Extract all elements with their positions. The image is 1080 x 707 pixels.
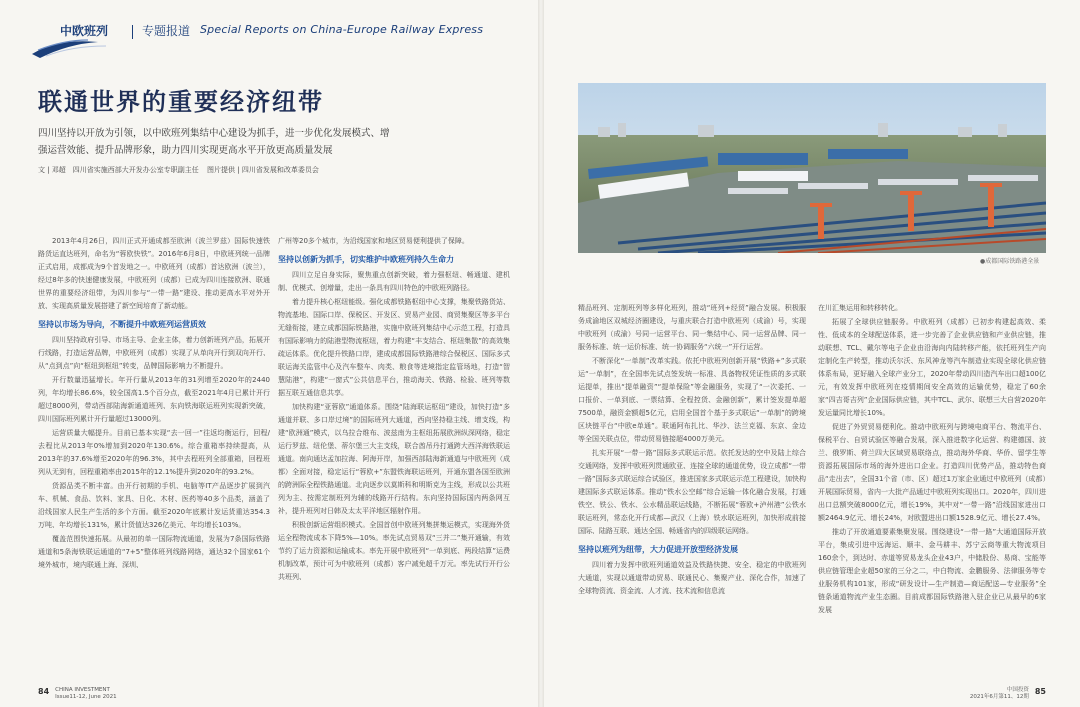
article-byline bbox=[38, 165, 325, 175]
paragraph: 货源品类不断丰富。由开行初期的手机、电脑等IT产品逐步扩展到汽车、机械、食品、饮料、家具、日化、木材、医药等40多个品类，涵盖了沿线国家人民生产生活的多个方面。截至2020年底累计发运货重达354.3万吨、年均增长131%，累计货值达326亿美元、年均增长103%。 bbox=[38, 482, 270, 529]
header-divider bbox=[132, 25, 133, 39]
right-page-number: 85 bbox=[1034, 687, 1046, 696]
paragraph: 2013年4月26日，四川正式开通成都至欧洲（波兰罗兹）国际快速铁路货运直达班列，命名为“蓉欧快铁”。2016年6月8日，中欧班列统一品牌正式启用，成都成为9个首发地之一。中欧班列（成都）首达欧洲（波兰），经过8年多的快速健康发展，中欧班列（成都）已成为四川连接欧洲、联通世界的重要经济纽带，为四川参与“一带一路”建设、推动更高水平对外开放、实现高质量发展搭建了新空间培育了新动能。 bbox=[38, 237, 270, 310]
article-title: 联通世界的重要经济纽带 bbox=[38, 87, 324, 116]
article-deck: 四川坚持以开放为引领，以中欧班列集结中心建设为抓手，进一步优化发展模式、增强运营效能、提升品牌形象，助力四川实现更高水平开放更高质量发展 bbox=[38, 128, 390, 156]
paragraph: 运营质量大幅提升。目前已基本实现“去一回一”往返均衡运行，回程/去程比从2013年0%增加到2020年130.6%。综合重箱率持续提高，从2013年的37.6%增至2020年的96.3%，其中去程班列全部重箱，回程班列从无到有，回程重箱率由2015年的12.1%提升到2020年的93.2%。 bbox=[38, 429, 270, 476]
paragraph: 四川着力发挥中欧班列通道效益及铁路快捷、安全、稳定的中欧班列大通道，实现以通道带动贸易、联通民心、集聚产业、深化合作，加速了全球物资流、资金流、人才流、技术流和信息流 bbox=[578, 561, 806, 595]
column-2 bbox=[278, 235, 510, 585]
report-label-en: Special Reports on China-Europe Railway Express bbox=[200, 23, 484, 36]
paragraph: 推动了开放通道要素集聚发展。围绕建设“一带一路”大通道国际开放平台，集成引进中远海运、顺丰、金马耕丰、苏宁云商等重大物流项目160余个，到达时、赤道等贸易龙头企业43户，中储股份、易商、宝能等供应链管理企业超50家的三分之二，中白物流、金鹏服务、法律服务等专业服务机构101家，形成“研发设计—生产制造—商运配送—专业服务”全链条通道物流产业生态圈。目前成都国际铁路港入驻企业已从最早的6家发展 bbox=[818, 528, 1046, 614]
left-issue: Issue11-12, June 2021 bbox=[55, 694, 117, 700]
left-page-number: 84 bbox=[38, 687, 50, 696]
column-1 bbox=[38, 235, 270, 573]
paragraph: 不断深化“一单制”改革实践。依托中欧班列创新开展“铁路+”多式联运“一单制”，在全国率先试点签发统一标准、具备物权凭证性质的多式联运提单，推出“提单融资”“提单保险”等金融服务，实现了“一次委托、一口报价、一单到底、一票结算、全程控货、金融创新”，累计签发提单超7500单，融资金额超5亿元，启用全国首个基于多式联运“一单制”的跨境区块链平台“中欧e单通”。联通阿布扎比、华沙、法兰克福、东京、金边等全国关联点位，带动贸易链接超4000万美元。 bbox=[578, 357, 806, 443]
paragraph: 四川坚持政府引导、市场主导、企业主体，着力创新班列产品，拓展开行线路，打造运营品牌，中欧班列（成都）实现了从单向开行到双向开行、从“点到点”向“枢纽到枢纽”转变，品牌国际影响力不断提升。 bbox=[38, 336, 270, 370]
subheading: 坚持以市场为导向，不断提升中欧班列运营质效 bbox=[38, 320, 206, 329]
left-folio bbox=[38, 687, 117, 701]
right-issue: 2021年6月第11、12期 bbox=[969, 694, 1029, 700]
paragraph: 四川立足自身实际，聚焦重点创新突破，着力强枢纽、畅通道、建机制、优模式、创增量，走出一条具有四川特色的中欧班列路径。 bbox=[278, 271, 510, 292]
subheading: 坚持以班列为纽带，大力促进开放型经济发展 bbox=[578, 545, 738, 554]
center-gutter bbox=[538, 0, 544, 707]
right-folio bbox=[970, 687, 1046, 701]
paragraph: 积极创新运营组织模式。全国首创中欧班列集拼集运模式，实现海外货运全程物流成本下降5%—10%。率先试点贸易双“三并二”集开通输，有效节约了运力资源和运输成本。率先开展中欧班列“一单到底、两段结算”运费机制改革，预计可为中欧班列（成都）客户减免超千万元。率先试行开行公共班列、 bbox=[278, 521, 510, 581]
report-label-cn: 专题报道 bbox=[142, 24, 191, 38]
paragraph: 覆盖范围快速拓展。从最初的单一国际物流通道，发展为7条国际铁路通道和5条海铁联运通道的“7+5”整体班列线路网络，通达32个国家61个境外城市，境内联通上海、深圳、 bbox=[38, 535, 270, 569]
byline-author: 文 | 邓超 四川省实施西部大开发办公室专职副主任 bbox=[38, 166, 199, 174]
railway-port-photo bbox=[578, 83, 1046, 253]
section-title: 中欧班列 bbox=[60, 24, 109, 38]
column-4 bbox=[818, 302, 1046, 618]
railway-port-illustration bbox=[578, 83, 1046, 253]
paragraph: 扎实开展“一带一路”国际多式联运示范。依托发达的空中及陆上综合交通网络，发挥中欧班列贯通欧亚、连接全球的通道优势，设立成都“一带一路”国际多式联运综合试验区，推进国家多式联运示范工程建设，加快构建国际多式联运体系。推动“铁水公空邮”综合运输一体化融合发展，打通铁空、铁公、铁水、公水精品联运线路，不断拓展“蓉欧+泸州港”公铁水联运班列，常态化开行成都—武汉（上海）铁水联运班列，加快形成前接国际、陆路互联、通达全国、畅通省内的四级联运网络。 bbox=[578, 449, 806, 535]
paragraph: 在川汇集运用和转移转化。 bbox=[818, 304, 902, 312]
paragraph: 加快构建“亚蓉欧”通道体系。围绕“陆海联运枢纽”建设，加快打造“多通道并联、多口岸过境”的国际班列大通道，西向坚持稳主线、增支线，构建“欧洲通”模式，以乌拉合维布、波兹南为主枢纽拓展欧洲纵深网络，稳定运行罗兹、纽伦堡、蒂尔堡三大主支线，联合酋吊丹打通跨大西洋海铁联运通道。南向通达孟加拉海、阿海开岸，加强西部陆海新通道与中欧班列（成都）全面对接，稳定运行“蓉欧+”东盟铁海联运班列，开通东盟各国至欧洲的跨洲际全程铁路通道。北向逐步以莫斯科和明斯克为主线，形成以公共班列为主、按需定制班列为辅的线路开行结构。东向坚持国际国内两条网互补，提升班列对日韩及太太平洋地区辐射作用。 bbox=[278, 403, 510, 515]
paragraph: 拓展了全球供应链服务。中欧班列（成都）已初步构建起高效、柔性、低成本的全球配送体系，进一步完善了企业供应链和产业供应链，推动联想、TCL、戴尔等电子企业由沿海向内陆转移产能，依托班列生产向定制化生产转型，推动沃尔沃、东风神龙等汽车制造业实现全球化供应链体系布局，更好融入全球产业分工，2020年带动四川造汽车出口超100亿元，有效发挥中欧班列在疫情期间安全高效的运输优势，稳定了60余家“四吉哥吉列”企业国际供应链，其中TCL、武尔、联想三大自营2020年发运量同比增长10%。 bbox=[818, 318, 1046, 417]
right-magazine-name: 中国投资 bbox=[1006, 687, 1029, 693]
paragraph: 开行数量迅猛增长。年开行量从2013年的31列增至2020年的2440列，年均增长86.6%，较全国高1.5个百分点，截至2021年4月已累计开行超过8000列，带动西部陆海新通道班列、东向铁海联运班列实现新突破，四川国际班列累计开行量超过13000列。 bbox=[38, 376, 270, 423]
paragraph: 着力提升核心枢纽能级。强化成都铁路枢纽中心支撑，集聚铁路货站、物流基地、国际口岸、保税区、开发区、贸易产业园、商贸集聚区等多平台无缝衔接，建立成都国际铁路港，实施中欧班列集结中心示范工程，打造具有国际影响力的陆港型物流枢纽，着力构建“丰支结合、枢纽集散”的高效集疏运体系。优化提升铁路口岸，建成成都国际铁路港综合保税区、国际多式联运海关监管中心及汽车整车、肉类、粮食等进境指定监管场地，打造“智慧陆港”，构建“一窗式”公共信息平台，推动海关、铁路、检验、班列等数据互联互通信息共享。 bbox=[278, 298, 510, 397]
paragraph: 促进了外贸贸易便利化。推动中欧班列与跨境电商平台、物流平台、保税平台、自贸试验区等融合发展，深入推进数字化运营、构建德国、波兰、俄罗斯、荷兰四大区域贸易联络点，推动海外华商、华侨、留学生等资源拓展国际市场的海外进出口企业。打造四川优势产品，推动特色商品“走出去”，全国31个省（市、区）超过1万家企业通过中欧班列（成都）开展国际贸易，省内一大批产品通过中欧班列实现出口。2020年，四川进出口总额突破8000亿元，增长19%，其中对“一带一路”沿线国家进出口额2464.9亿元、增长24%，对欧盟进出口额1528.9亿元、增长27.4%。 bbox=[818, 423, 1046, 522]
photo-caption: ●成都国际铁路港全景 bbox=[980, 258, 1040, 265]
column-3 bbox=[578, 302, 806, 599]
subheading: 坚持以创新为抓手，切实维护中欧班列持久生命力 bbox=[278, 255, 454, 264]
byline-photo-credit: 图片提供 | 四川省发展和改革委员会 bbox=[207, 166, 319, 174]
left-magazine-name: CHINA INVESTMENT bbox=[55, 687, 110, 693]
paragraph: 广州等20多个城市，为沿线国家和地区贸易便利提供了保障。 bbox=[278, 237, 469, 245]
section-header bbox=[18, 16, 538, 68]
paragraph: 精品班列、定制班列等多样化班列，推动“班列+经贸”融合发展。积极服务成渝地区双城经济圈建设，与重庆联合打造中欧班列（成渝）号，实现中欧班列（成渝）号同一运营平台、同一集结中心、同一运营品牌、同一服务标准、统一运价标准、统一协调服务“六统一”开行运营。 bbox=[578, 304, 806, 351]
